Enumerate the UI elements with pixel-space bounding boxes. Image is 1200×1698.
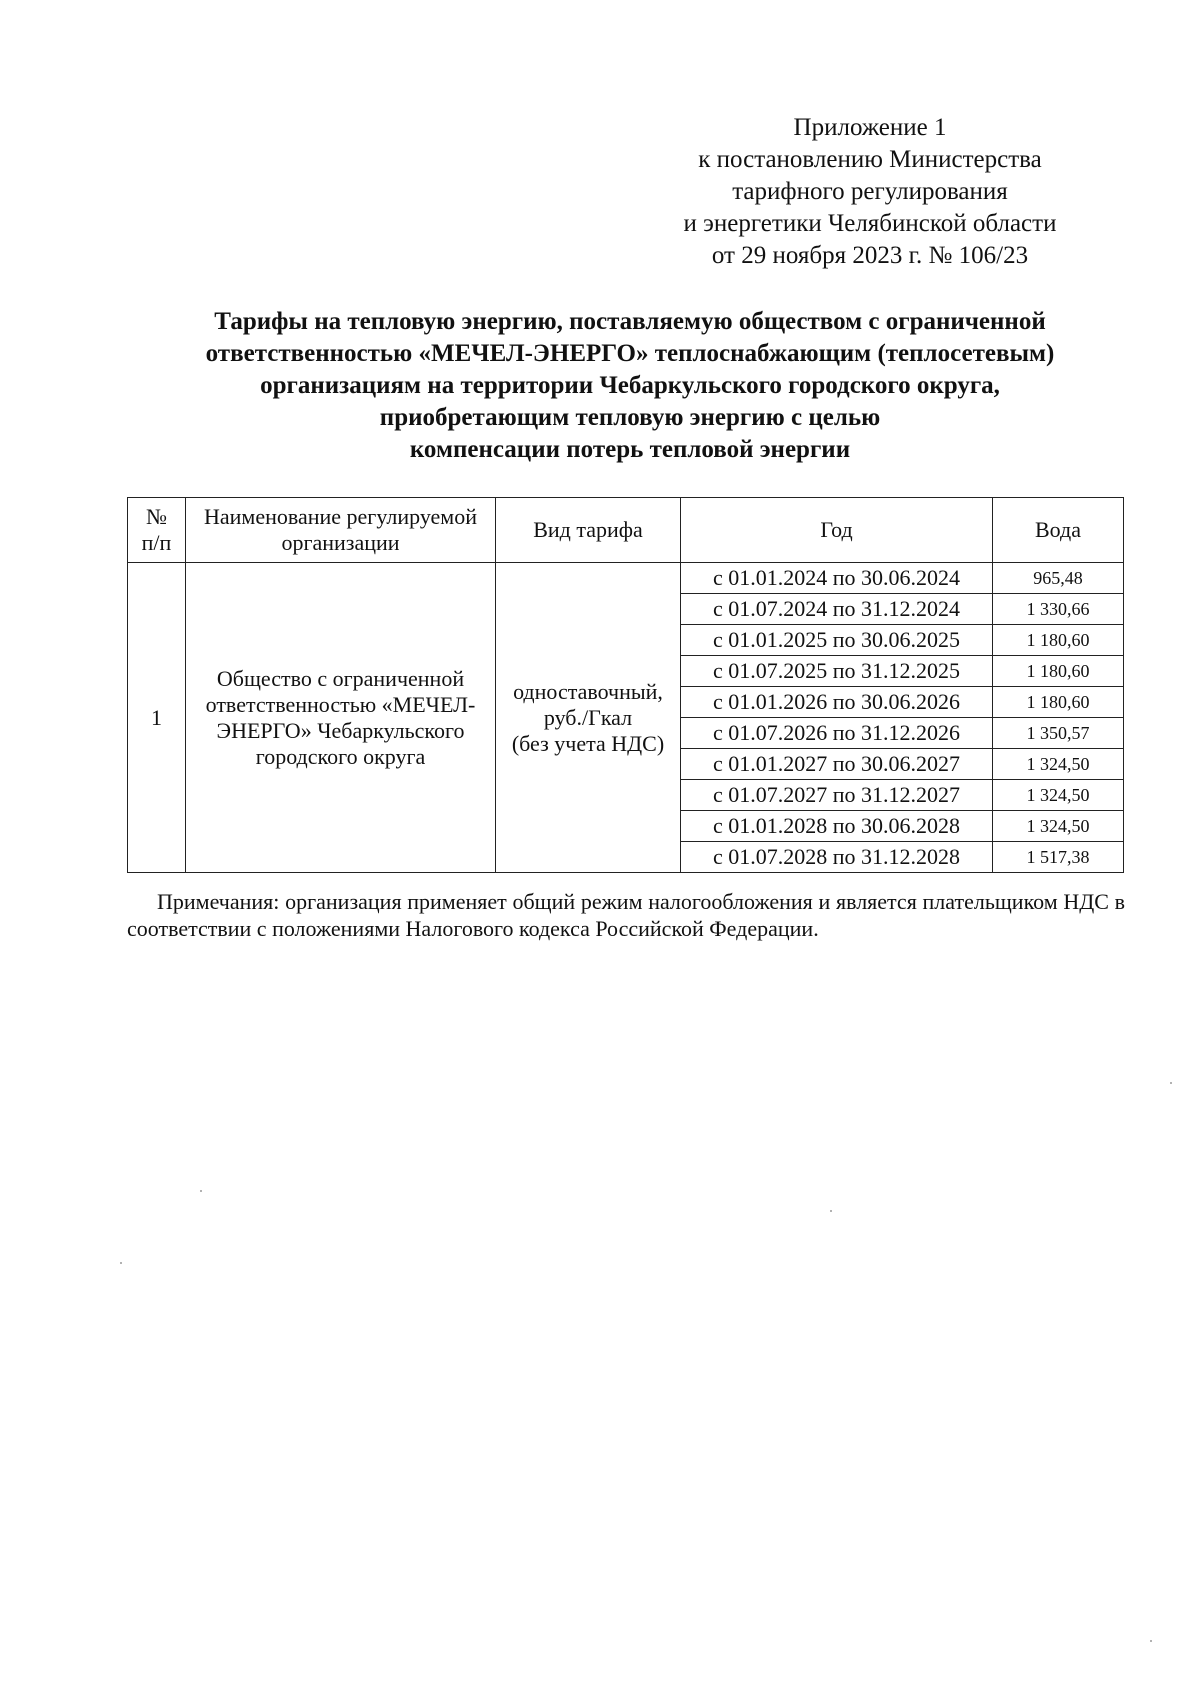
period-cell: с 01.07.2027 по 31.12.2027 (681, 780, 993, 811)
header-organization (186, 498, 496, 563)
organization-line: ответственностью «МЕЧЕЛ- (205, 691, 476, 717)
organization-line: Общество с ограниченной (216, 665, 465, 691)
header-water: Вода (993, 498, 1124, 563)
table-row (128, 563, 1124, 594)
row-number: 1 (128, 563, 186, 873)
header-number-line: п/п (141, 530, 172, 555)
appendix-line: тарифного регулирования (732, 178, 1008, 205)
tariff-type-line: (без учета НДС) (511, 730, 665, 756)
document-title (110, 306, 1150, 466)
table-header-row (128, 498, 1124, 563)
scan-speck (120, 1262, 122, 1264)
period-cell: с 01.07.2026 по 31.12.2026 (681, 718, 993, 749)
water-value-cell: 1 350,57 (993, 718, 1124, 749)
scan-speck (830, 1210, 832, 1212)
header-number-line: № (146, 504, 167, 529)
organization-name (186, 563, 496, 873)
appendix-line: и энергетики Челябинской области (683, 210, 1057, 237)
header-number (128, 498, 186, 563)
period-cell: с 01.01.2028 по 30.06.2028 (681, 811, 993, 842)
period-cell: с 01.01.2024 по 30.06.2024 (681, 563, 993, 594)
appendix-line: к постановлению Министерства (698, 146, 1042, 173)
period-cell: с 01.07.2024 по 31.12.2024 (681, 594, 993, 625)
organization-line: ЭНЕРГО» Чебаркульского (216, 717, 465, 743)
header-tariff-type: Вид тарифа (496, 498, 681, 563)
water-value-cell: 1 324,50 (993, 811, 1124, 842)
header-organization-line: организации (281, 530, 400, 555)
water-value-cell: 1 517,38 (993, 842, 1124, 873)
water-value-cell: 1 330,66 (993, 594, 1124, 625)
water-value-cell: 1 180,60 (993, 687, 1124, 718)
header-organization-line: Наименование регулируемой (203, 504, 477, 529)
tariff-table (127, 497, 1124, 873)
notes-paragraph: Примечания: организация применяет общий режим налогообложения и является плательщиком НДС в соответствии с положениями Налогового кодекса Российской Федерации. (127, 889, 1125, 941)
water-value-cell: 1 324,50 (993, 780, 1124, 811)
scan-speck (1170, 1082, 1172, 1084)
title-line: Тарифы на тепловую энергию, поставляемую обществом с ограниченной (214, 308, 1046, 335)
period-cell: с 01.01.2026 по 30.06.2026 (681, 687, 993, 718)
water-value-cell: 1 180,60 (993, 625, 1124, 656)
title-line: приобретающим тепловую энергию с целью (379, 404, 881, 431)
period-cell: с 01.07.2025 по 31.12.2025 (681, 656, 993, 687)
appendix-header (640, 112, 1100, 272)
water-value-cell: 1 324,50 (993, 749, 1124, 780)
tariff-type-line: одноставочный, (513, 678, 663, 704)
tariff-type-line: руб./Гкал (543, 704, 633, 730)
period-cell: с 01.01.2027 по 30.06.2027 (681, 749, 993, 780)
appendix-line: от 29 ноября 2023 г. № 106/23 (711, 242, 1029, 269)
water-value-cell: 965,48 (993, 563, 1124, 594)
header-year: Год (681, 498, 993, 563)
organization-line: городского округа (255, 743, 426, 769)
period-cell: с 01.07.2028 по 31.12.2028 (681, 842, 993, 873)
title-line: ответственностью «МЕЧЕЛ-ЭНЕРГО» теплоснабжающим (теплосетевым) (205, 340, 1055, 367)
period-cell: с 01.01.2025 по 30.06.2025 (681, 625, 993, 656)
tariff-type (496, 563, 681, 873)
scan-speck (1150, 1640, 1152, 1642)
water-value-cell: 1 180,60 (993, 656, 1124, 687)
title-line: организациям на территории Чебаркульского городского округа, (260, 372, 1000, 399)
scan-speck (200, 1190, 202, 1192)
appendix-line: Приложение 1 (793, 114, 947, 141)
title-line: компенсации потерь тепловой энергии (409, 436, 851, 463)
